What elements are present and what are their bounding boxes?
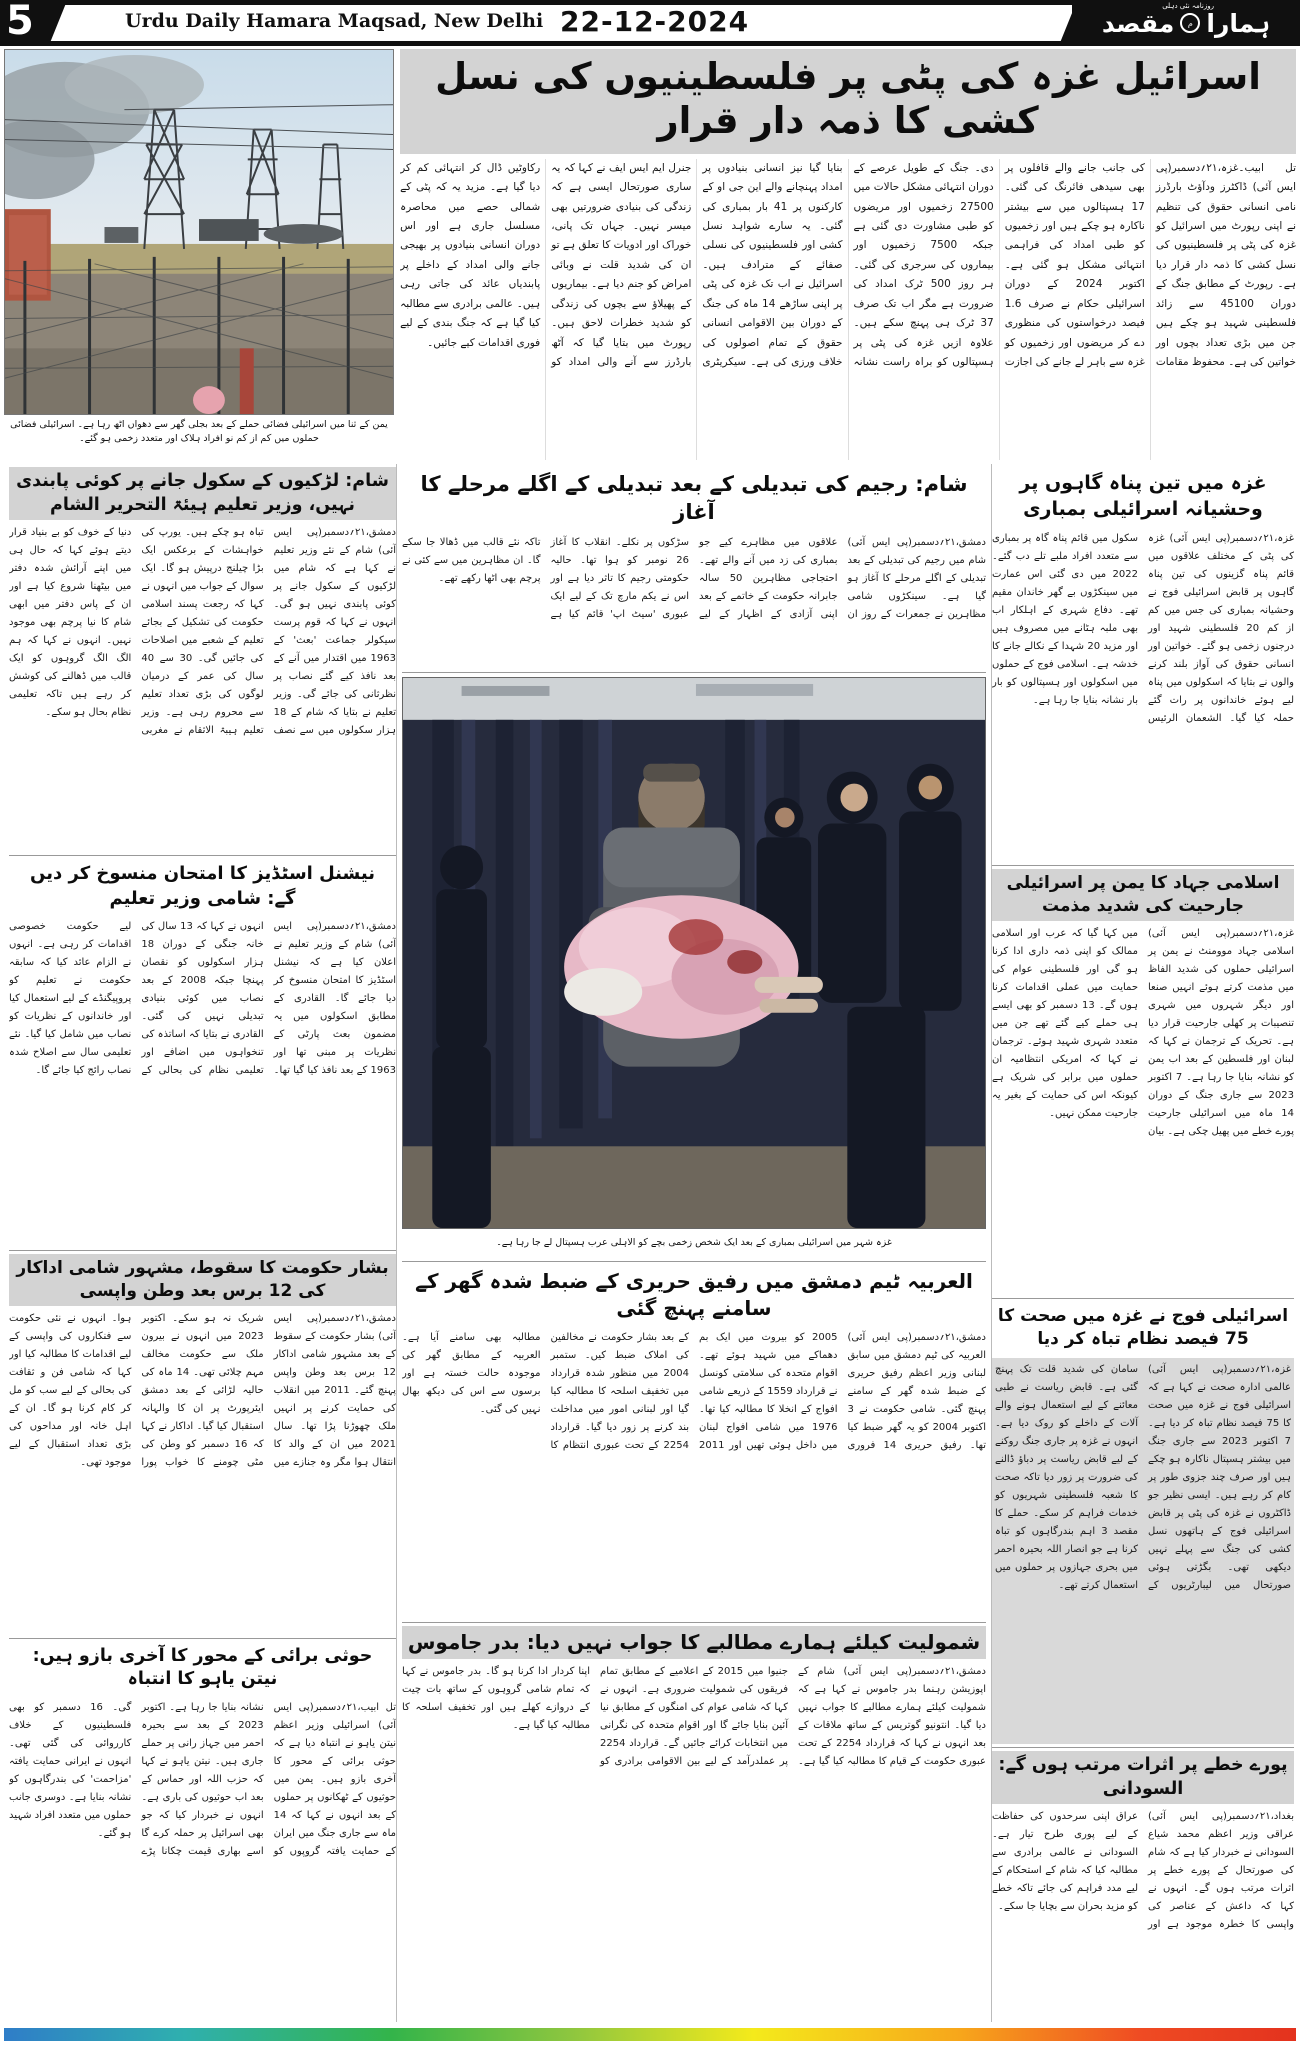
substation-photo — [4, 49, 394, 415]
headline-islamic-jihad: اسلامی جہاد کا یمن پر اسرائیلی جارحیت کی شدید مذمت — [992, 869, 1294, 921]
headline-gaza-shelters: غزہ میں تین پناہ گاہوں پر وحشیانہ اسرائیلی بمباری — [1019, 472, 1267, 520]
article-israel-health-system — [992, 1298, 1294, 1744]
hospital-photo-block — [402, 672, 986, 1259]
article-syria-schools — [9, 464, 396, 852]
headline-syrian-actor: بشار حکومت کا سقوط، مشہور شامی اداکار کی 12 برس بعد وطن واپسی — [9, 1254, 396, 1306]
middle-column — [396, 464, 992, 2022]
article-body: غزہ،۲۱؍دسمبر(پی ایس آئی) غزہ کی پٹی کے مختلف علاقوں میں قائم پناہ گزینوں کی تین پناہ گاہوں پر قابض اسرائیلی فوج نے وحشیانہ بمباری کی جس میں کم از کم 20 فلسطینی شہید اور درجنوں زخمی ہو گئے۔ خواتین اور انسانی حقوق کی آواز بلند کرنے والوں نے بتایا کہ اسکولوں میں پناہ لیے ہوئے خاندانوں پر رات گئے حملہ کیا گیا۔ الشعمان الرئیس سکول میں قائم پناہ گاہ پر بمباری سے متعدد افراد ملبے تلے دب گئے۔ 2022 میں دی گئی اس عمارت میں سینکڑوں بے گھر خاندان مقیم تھے۔ دفاع شہری کے اہلکار اب بھی ملبہ ہٹانے میں مصروف ہیں اور مزید 20 شہدا کے نکالے جانے کا خدشہ ہے۔ اسلامی فوج کے حملوں میں اسکولوں اور ہسپتالوں کو بار بار نشانہ بنایا جا رہا ہے۔ — [992, 533, 1294, 725]
footer-color-bar — [4, 2028, 1296, 2041]
headline-syria-schools: شام: لڑکیوں کے سکول جانے پر کوئی پابندی نہیں، وزیر تعلیم ہیئۃ التحریر الشام — [9, 467, 396, 520]
article-body: دمشق،۲۱؍دسمبر(پی ایس آئی) شام کے نئے وزیر تعلیم نے کہا ہے کہ شام میں لڑکیوں کے سکول جانے پر کوئی پابندی نہیں ہو گی۔ انہوں نے کہا کہ قوم پرست سیکولر جماعت 'بعث' کے 1963 میں اقتدار میں آنے کے بعد نافذ کیے گئے نصاب پر نظرثانی کی جائے گی۔ وزیر تعلیم نے بتایا کہ شام کے 18 ہزار سکولوں میں سے نصف تباہ ہو چکے ہیں۔ یورپ کی خواہشات کے برعکس ایک بڑا چیلنج درپیش ہو گا۔ ایک سوال کے جواب میں انہوں نے کہا کہ رجعت پسند اسلامی حکومت کی تشکیل کے بجائے تعلیم کے شعبے میں اصلاحات کی جائیں گی۔ 30 سے 40 سال کی عمر کے درمیان لوگوں کی بڑی تعداد تعلیم سے محروم رہی ہے۔ وزیر تعلیم ہیبۃ الاثقام نے مغربی دنیا کے خوف کو بے بنیاد قرار دیتے ہوئے کہا کہ حال ہی میں اپنے آرائش شدہ دفتر میں بیٹھنا شروع کیا ہے اور ان کے پاس دفتر میں ابھی شام کا نیا پرچم بھی موجود نہیں۔ انہوں نے کہا کہ ہم الگ الگ گروہوں کو ایک قالب میں ڈھالنے کی کوشش کر رہے ہیں تاکہ تعلیمی نظام بحال ہو سکے۔ — [9, 527, 396, 737]
headline-al-sudani: پورے خطے پر اثرات مرتب ہوں گے: السودانی — [992, 1751, 1294, 1804]
lead-story — [0, 46, 1300, 460]
headline-houthi-netanyahu: حوثی برائی کے محور کا آخری بازو ہیں: نیتن یاہو کا انتباہ — [32, 1645, 373, 1690]
headline-israel-health-system: اسرائیلی فوج نے غزہ میں صحت کا 75 فیصد نظام تباہ کر دیا — [997, 1306, 1289, 1349]
hospital-photo — [402, 677, 986, 1229]
lead-text-column — [400, 49, 1296, 460]
article-islamic-jihad — [992, 865, 1294, 1295]
headline-national-studies: نیشنل اسٹڈیز کا امتحان منسوخ کر دیں گے: شامی وزیر تعلیم — [30, 863, 375, 909]
article-al-sudani — [992, 1747, 1294, 2013]
article-syria-next-phase — [402, 464, 986, 669]
lead-body: تل ابیب۔غزہ،۲۱؍دسمبر(پی ایس آئی) ڈاکٹرز ودآؤٹ بارڈرز نامی انسانی حقوق کی تنظیم نے اپنی رپورٹ میں اسرائیل کو غزہ کی پٹی پر فلسطینیوں کی نسل کشی کا ذمہ دار قرار دیا ہے۔ رپورٹ کے مطابق جنگ کے دوران 45100 سے زائد فلسطینی شہید ہو چکے ہیں جن میں بڑی تعداد بچوں اور خواتین کی ہے۔ محفوظ مقامات کی جانب جانے والے قافلوں پر بھی سیدھی فائرنگ کی گئی۔ 17 ہسپتالوں میں سے بیشتر ناکارہ ہو چکے ہیں اور زخمیوں کو طبی امداد کی فراہمی انتہائی مشکل ہو گئی ہے۔ اکتوبر 2024 کے دوران اسرائیلی حکام نے صرف 1.6 فیصد درخواستوں کی منظوری دے کر مریضوں اور زخمیوں کو غزہ سے باہر لے جانے کی اجازت دی۔ جنگ کے طویل عرصے کے دوران انتہائی مشکل حالات میں 27500 زخمیوں اور مریضوں کو طبی مشاورت دی گئی ہے جبکہ 7500 زخمیوں اور بیماروں کی سرجری کی گئی۔ ہر روز 500 ٹرک امداد کی ضرورت ہے مگر اب تک صرف 37 ٹرک ہی پہنچ سکے ہیں۔ علاوہ ازیں غزہ کی پٹی پر ہسپتالوں کو براہ راست نشانہ بنایا گیا نیز انسانی بنیادوں پر امداد پہنچانے والے این جی او کے کارکنوں پر 41 بار بمباری کی گئی۔ یہ سارے شواہد نسل کشی اور فلسطینیوں کی نسلی صفائے کے مترادف ہیں۔ اسرائیل نے اب تک غزہ کی پٹی پر اپنی ساڑھے 14 ماہ کی جنگ کے دوران بین الاقوامی انسانی حقوق کے تمام اصولوں کی خلاف ورزی کی ہے۔ سیکریٹری جنرل ایم ایس ایف نے کہا کہ یہ ساری صورتحال ایسی ہے کہ زندگی کی بنیادی ضرورتیں بھی میسر نہیں۔ جہاں تک پانی، خوراک اور ادویات کا تعلق ہے تو ان کی شدید قلت نے وبائی امراض کو جنم دیا ہے۔ بیماریوں کے پھیلاؤ سے بچوں کی زندگی کو شدید خطرات لاحق ہیں۔ رپورٹ میں بتایا گیا کہ آٹھ بارڈرز سے آنے والی امداد کو رکاوٹیں ڈال کر انتہائی کم کر دیا گیا ہے۔ مزید یہ کہ پٹی کے شمالی حصے میں محاصرہ مسلسل جاری ہے اور اس دوران انسانی بنیادوں پر بھیجی جانے والی امداد کے داخلے پر پابندیاں عائد کی جاتی رہی ہیں۔ عالمی برادری سے مطالبہ کیا گیا ہے کہ جنگ بندی کے لیے فوری اقدامات کیے جائیں۔ — [400, 161, 1296, 368]
article-hariri-house — [402, 1261, 986, 1619]
articles-grid — [0, 460, 1300, 2026]
lead-photo-column — [4, 49, 394, 460]
article-body: دمشق،۲۱؍دسمبر(پی ایس آئی) شام میں رجیم کی تبدیلی کے بعد تبدیلی کے اگلے مرحلے کا آغاز ہو گیا ہے۔ سینکڑوں شامی مظاہرین نے جمعرات کے روز ان علاقوں میں مظاہرے کیے جو بمباری کی زد میں آنے والے تھے۔ احتجاجی مظاہرین 50 سالہ جابرانہ حکومت کے خاتمے کے بعد اپنی آزادی کے اظہار کے لیے سڑکوں پر نکلے۔ انقلاب کا آغاز 26 نومبر کو ہوا تھا۔ حالیہ حکومتی رجیم کا تاثر دیا ہے اور اس نے یکم مارچ تک کے لیے ایک عبوری 'سیٹ اپ' قائم کیا ہے تاکہ نئے قالب میں ڈھالا جا سکے گا۔ ان مظاہرین میں سے کئی نے پرچم بھی اٹھا رکھے تھے۔ — [402, 536, 986, 620]
hospital-photo-caption: غزہ شہر میں اسرائیلی بمباری کے بعد ایک شخص زخمی بچے کو الاہلی عرب ہسپتال لے جا رہا ہے۔ — [496, 1236, 892, 1248]
article-body: دمشق،۲۱؍دسمبر(پی ایس آئی) شام کے اپوزیشن رہنما بدر جاموس نے کہا ہے کہ شمولیت کیلئے ہمارے مطالبے کا جواب نہیں دیا گیا۔ انتونیو گوتریس کے ساتھ ملاقات کے بعد انہوں نے کہا کہ قرارداد 2254 کے تحت عبوری حکومت کے قیام کا مطالبہ کیا گیا ہے۔ جنیوا میں 2015 کے اعلامیے کے مطابق تمام فریقوں کی شمولیت ضروری ہے۔ انہوں نے کہا کہ شامی عوام کی امنگوں کے مطابق نیا آئین بنایا جائے گا اور اقوام متحدہ کی نگرانی میں انتخابات کرائے جائیں گے۔ قرارداد 2254 پر عملدرآمد کے لیے بین الاقوامی برادری کو اپنا کردار ادا کرنا ہو گا۔ بدر جاموس نے کہا کہ تمام شامی گروہوں کے ساتھ بات چیت کے دروازے کھلے ہیں اور تخفیف اسلحہ کا مطالبہ کیا گیا ہے۔ — [402, 1666, 986, 1768]
article-gaza-shelters — [992, 464, 1294, 862]
masthead-logo-icon: م — [1180, 13, 1200, 33]
page-number: 5 — [6, 0, 34, 44]
article-body: دمشق،۲۱؍دسمبر(پی ایس آئی) العربیہ کی ٹیم دمشق میں سابق لبنانی وزیر اعظم رفیق حریری کے ضبط شدہ گھر کے سامنے پہنچ گئی۔ شامی حکومت نے 3 اکتوبر 2004 کو یہ گھر ضبط کیا تھا۔ رفیق حریری 14 فروری 2005 کو بیروت میں ایک بم دھماکے میں شہید ہوئے تھے۔ اقوام متحدہ کی سلامتی کونسل نے قرارداد 1559 کے ذریعے شامی افواج کے انخلا کا مطالبہ کیا تھا۔ 1976 میں شامی افواج لبنان میں داخل ہوئی تھیں اور 2011 کے بعد بشار حکومت نے مخالفین کی املاک ضبط کیں۔ ستمبر 2004 میں منظور شدہ قرارداد میں تخفیف اسلحہ کا مطالبہ کیا گیا اور لبنانی امور میں مداخلت بند کرنے پر زور دیا گیا۔ قرارداد 2254 کے تحت عبوری انتظام کا مطالبہ بھی سامنے آیا ہے۔ العربیہ کے مطابق گھر کی موجودہ حالت خستہ ہے اور برسوں سے اس کی دیکھ بھال نہیں کی گئی۔ — [402, 1332, 986, 1452]
article-national-studies — [9, 855, 396, 1247]
headline-syria-next-phase: شام: رجیم کی تبدیلی کے بعد تبدیلی کے اگلے مرحلے کا آغاز — [420, 472, 968, 525]
article-body: غزہ،۲۱؍دسمبر(پی ایس آئی) عالمی ادارہ صحت نے کہا ہے کہ اسرائیلی فوج نے غزہ میں صحت کا 75 فیصد نظام تباہ کر دیا ہے۔ 7 اکتوبر 2023 سے جاری جنگ میں بیشتر ہسپتال ناکارہ ہو چکے ہیں اور صرف چند جزوی طور پر کام کر رہے ہیں۔ ایسی نظیر جو ڈاکٹروں نے غزہ کی پٹی پر قابض اسرائیلی فوج کے ہاتھوں نسل کشی کی جنگ سے پہلے نہیں دیکھی تھی۔ بگڑتی ہوئی صورتحال میں لیبارٹریوں کے سامان کی شدید قلت تک پہنچ گئی ہے۔ قابض ریاست نے طبی معائنے کے لیے استعمال ہونے والے آلات کے داخلے کو روک دیا ہے۔ انہوں نے غزہ پر جاری جنگ روکنے کے لیے قابض ریاست پر دباؤ ڈالنے کی ضرورت پر زور دیا تاکہ صحت کا شعبہ فلسطینی شہریوں کو خدمات فراہم کر سکے۔ حملے کا مقصد 3 اہم بندرگاہوں کو تباہ کرنا ہے جو انصار اللہ بحیرہ احمر میں بحری جہازوں پر حملوں میں استعمال کرتے تھے۔ — [992, 1358, 1294, 1744]
article-body: بغداد،۲۱؍دسمبر(پی ایس آئی) عراقی وزیر اعظم محمد شیاع السودانی نے خبردار کیا ہے کہ شام کی صورتحال کے پورے خطے پر اثرات مرتب ہوں گے۔ انہوں نے کہا کہ داعش کے عناصر کی واپسی کا خطرہ موجود ہے اور عراق اپنی سرحدوں کی حفاظت کے لیے پوری طرح تیار ہے۔ السودانی نے عالمی برادری سے مطالبہ کیا کہ شام کے استحکام کے لیے مدد فراہم کی جائے تاکہ خطے کو مزید بحران سے بچایا جا سکے۔ — [992, 1811, 1294, 1931]
lead-headline: اسرائیل غزہ کی پٹی پر فلسطینیوں کی نسل کشی کا ذمہ دار قرار — [400, 49, 1296, 154]
masthead — [1072, 0, 1300, 46]
article-body: دمشق،۲۱؍دسمبر(پی ایس آئی) شام کے وزیر تعلیم نے اعلان کیا ہے کہ نیشنل اسٹڈیز کا امتحان منسوخ کر دیا جائے گا۔ القادری کے مطابق اسکولوں میں یہ مضمون بعث پارٹی کے نظریات پر مبنی تھا اور 1963 کے بعد نافذ کیا گیا تھا۔ انہوں نے کہا کہ 13 سال کی خانہ جنگی کے دوران 18 ہزار اسکولوں کو نقصان پہنچا جبکہ 2008 کے بعد نصاب میں کوئی بنیادی تبدیلی نہیں کی گئی۔ القادری نے بتایا کہ اساتذہ کی تنخواہوں میں اضافے اور تعلیمی نظام کی بحالی کے لیے حکومت خصوصی اقدامات کر رہی ہے۔ انہوں نے الزام عائد کیا کہ سابقہ حکومت نے تعلیم کو پروپیگنڈے کے لیے استعمال کیا اور خاندانوں کے نظریات کو نصاب میں شامل کیا گیا۔ نئے تعلیمی سال سے اصلاح شدہ نصاب رائج کیا جائے گا۔ — [9, 920, 396, 1076]
article-houthi-netanyahu — [9, 1638, 396, 2022]
article-body: دمشق،۲۱؍دسمبر(پی ایس آئی) بشار حکومت کے سقوط کے بعد مشہور شامی اداکار 12 برس بعد وطن واپس پہنچ گئے۔ 2011 میں انقلاب کی حمایت کرنے پر انہیں ملک چھوڑنا پڑا تھا۔ سال 2021 میں ان کے والد کا انتقال ہوا مگر وہ جنازے میں شریک نہ ہو سکے۔ اکتوبر 2023 میں انہوں نے بیرون ملک سے حکومت مخالف مہم چلائی تھی۔ 14 ماہ کی حالیہ لڑائی کے بعد دمشق ایئرپورٹ پر ان کا والہانہ استقبال کیا گیا۔ اداکار نے کہا کہ 16 دسمبر کو وطن کی مٹی چومنے کا خواب پورا ہوا۔ انہوں نے نئی حکومت سے فنکاروں کی واپسی کے لیے اقدامات کا مطالبہ کیا اور کہا کہ شامی فن و ثقافت کی بحالی کے لیے سب کو مل کر کام کرنا ہو گا۔ ان کے اہل خانہ اور مداحوں کی بڑی تعداد استقبال کے لیے موجود تھی۔ — [9, 1313, 396, 1469]
right-column — [992, 464, 1296, 2022]
masthead-tagline: روزنامہ نئی دہلی — [1162, 2, 1214, 10]
headline-hariri-house: العربیہ ٹیم دمشق میں رفیق حریری کے ضبط شدہ گھر کے سامنے پہنچ گئی — [415, 1269, 973, 1321]
article-body: غزہ،۲۱؍دسمبر(پی ایس آئی) اسلامی جہاد موومنٹ نے یمن پر اسرائیلی حملوں کی شدید الفاظ میں مذمت کرتے ہوئے انہیں صنعا اور دیگر شہروں میں شہری تنصیبات پر کھلی جارحیت قرار دیا ہے۔ تحریک کے ترجمان نے کہا کہ لبنان اور فلسطین کے بعد اب یمن کو نشانہ بنایا جا رہا ہے۔ 7 اکتوبر 2023 سے جاری جنگ کے دوران 14 ماہ میں اسرائیلی جارحیت پورے خطے میں پھیل چکی ہے۔ بیان میں کہا گیا کہ عرب اور اسلامی ممالک کو اپنی ذمہ داری ادا کرنا ہو گی اور فلسطینی عوام کی حمایت میں عملی اقدامات کرنا ہوں گے۔ 13 دسمبر کو بھی ایسے ہی حملے کیے گئے تھے جن میں متعدد شہری شہید ہوئے۔ ترجمان نے کہا کہ امریکی انتظامیہ ان حملوں میں برابر کی شریک ہے کیونکہ اس کی حمایت کے بغیر یہ جارحیت ممکن نہیں۔ — [992, 927, 1294, 1137]
publication-name: Urdu Daily Hamara Maqsad, New Delhi — [125, 10, 544, 32]
page-header — [0, 0, 1300, 46]
lead-photo-caption: یمن کے ثنا میں اسرائیلی فضائی حملے کے بعد بجلی گھر سے دھواں اٹھ رہا ہے۔ اسرائیلی فضائی حملوں میں کم از کم نو افراد ہلاک اور متعدد زخمی ہو گئے۔ — [10, 419, 388, 445]
left-column — [4, 464, 396, 2022]
article-badr-jamous — [402, 1622, 986, 2022]
article-body: تل ابیب،۲۱؍دسمبر(پی ایس آئی) اسرائیلی وزیر اعظم نیتن یاہو نے انتباہ دیا ہے کہ حوثی برائی کے محور کا آخری بازو ہیں۔ یمن میں حوثیوں کے ٹھکانوں پر حملوں کے بعد انہوں نے کہا کہ 14 ماہ سے جاری جنگ میں ایران کے حمایت یافتہ گروپوں کو نشانہ بنایا جا رہا ہے۔ اکتوبر 2023 کے بعد سے بحیرہ احمر میں جہاز رانی پر حملے جاری ہیں۔ نیتن یاہو نے کہا کہ حزب اللہ اور حماس کے بعد اب حوثیوں کی باری ہے۔ انہوں نے خبردار کیا کہ جو بھی اسرائیل پر حملہ کرے گا اسے بھاری قیمت چکانا پڑے گی۔ 16 دسمبر کو بھی فلسطینیوں کے خلاف کارروائی کی گئی تھی۔ انہوں نے ایرانی حمایت یافتہ 'مزاحمت' کی بندرگاہوں کو نشانہ بنایا ہے۔ دوسری جانب حملوں میں متعدد افراد شہید ہو گئے۔ — [9, 1701, 396, 1857]
masthead-word: مقصد — [1101, 8, 1175, 38]
issue-date: 22-12-2024 — [560, 5, 750, 38]
masthead-word: ہمارا — [1206, 8, 1271, 38]
article-syrian-actor — [9, 1250, 396, 1634]
headline-badr-jamous: شمولیت کیلئے ہمارے مطالبے کا جواب نہیں دیا: بدر جاموس — [402, 1626, 986, 1659]
